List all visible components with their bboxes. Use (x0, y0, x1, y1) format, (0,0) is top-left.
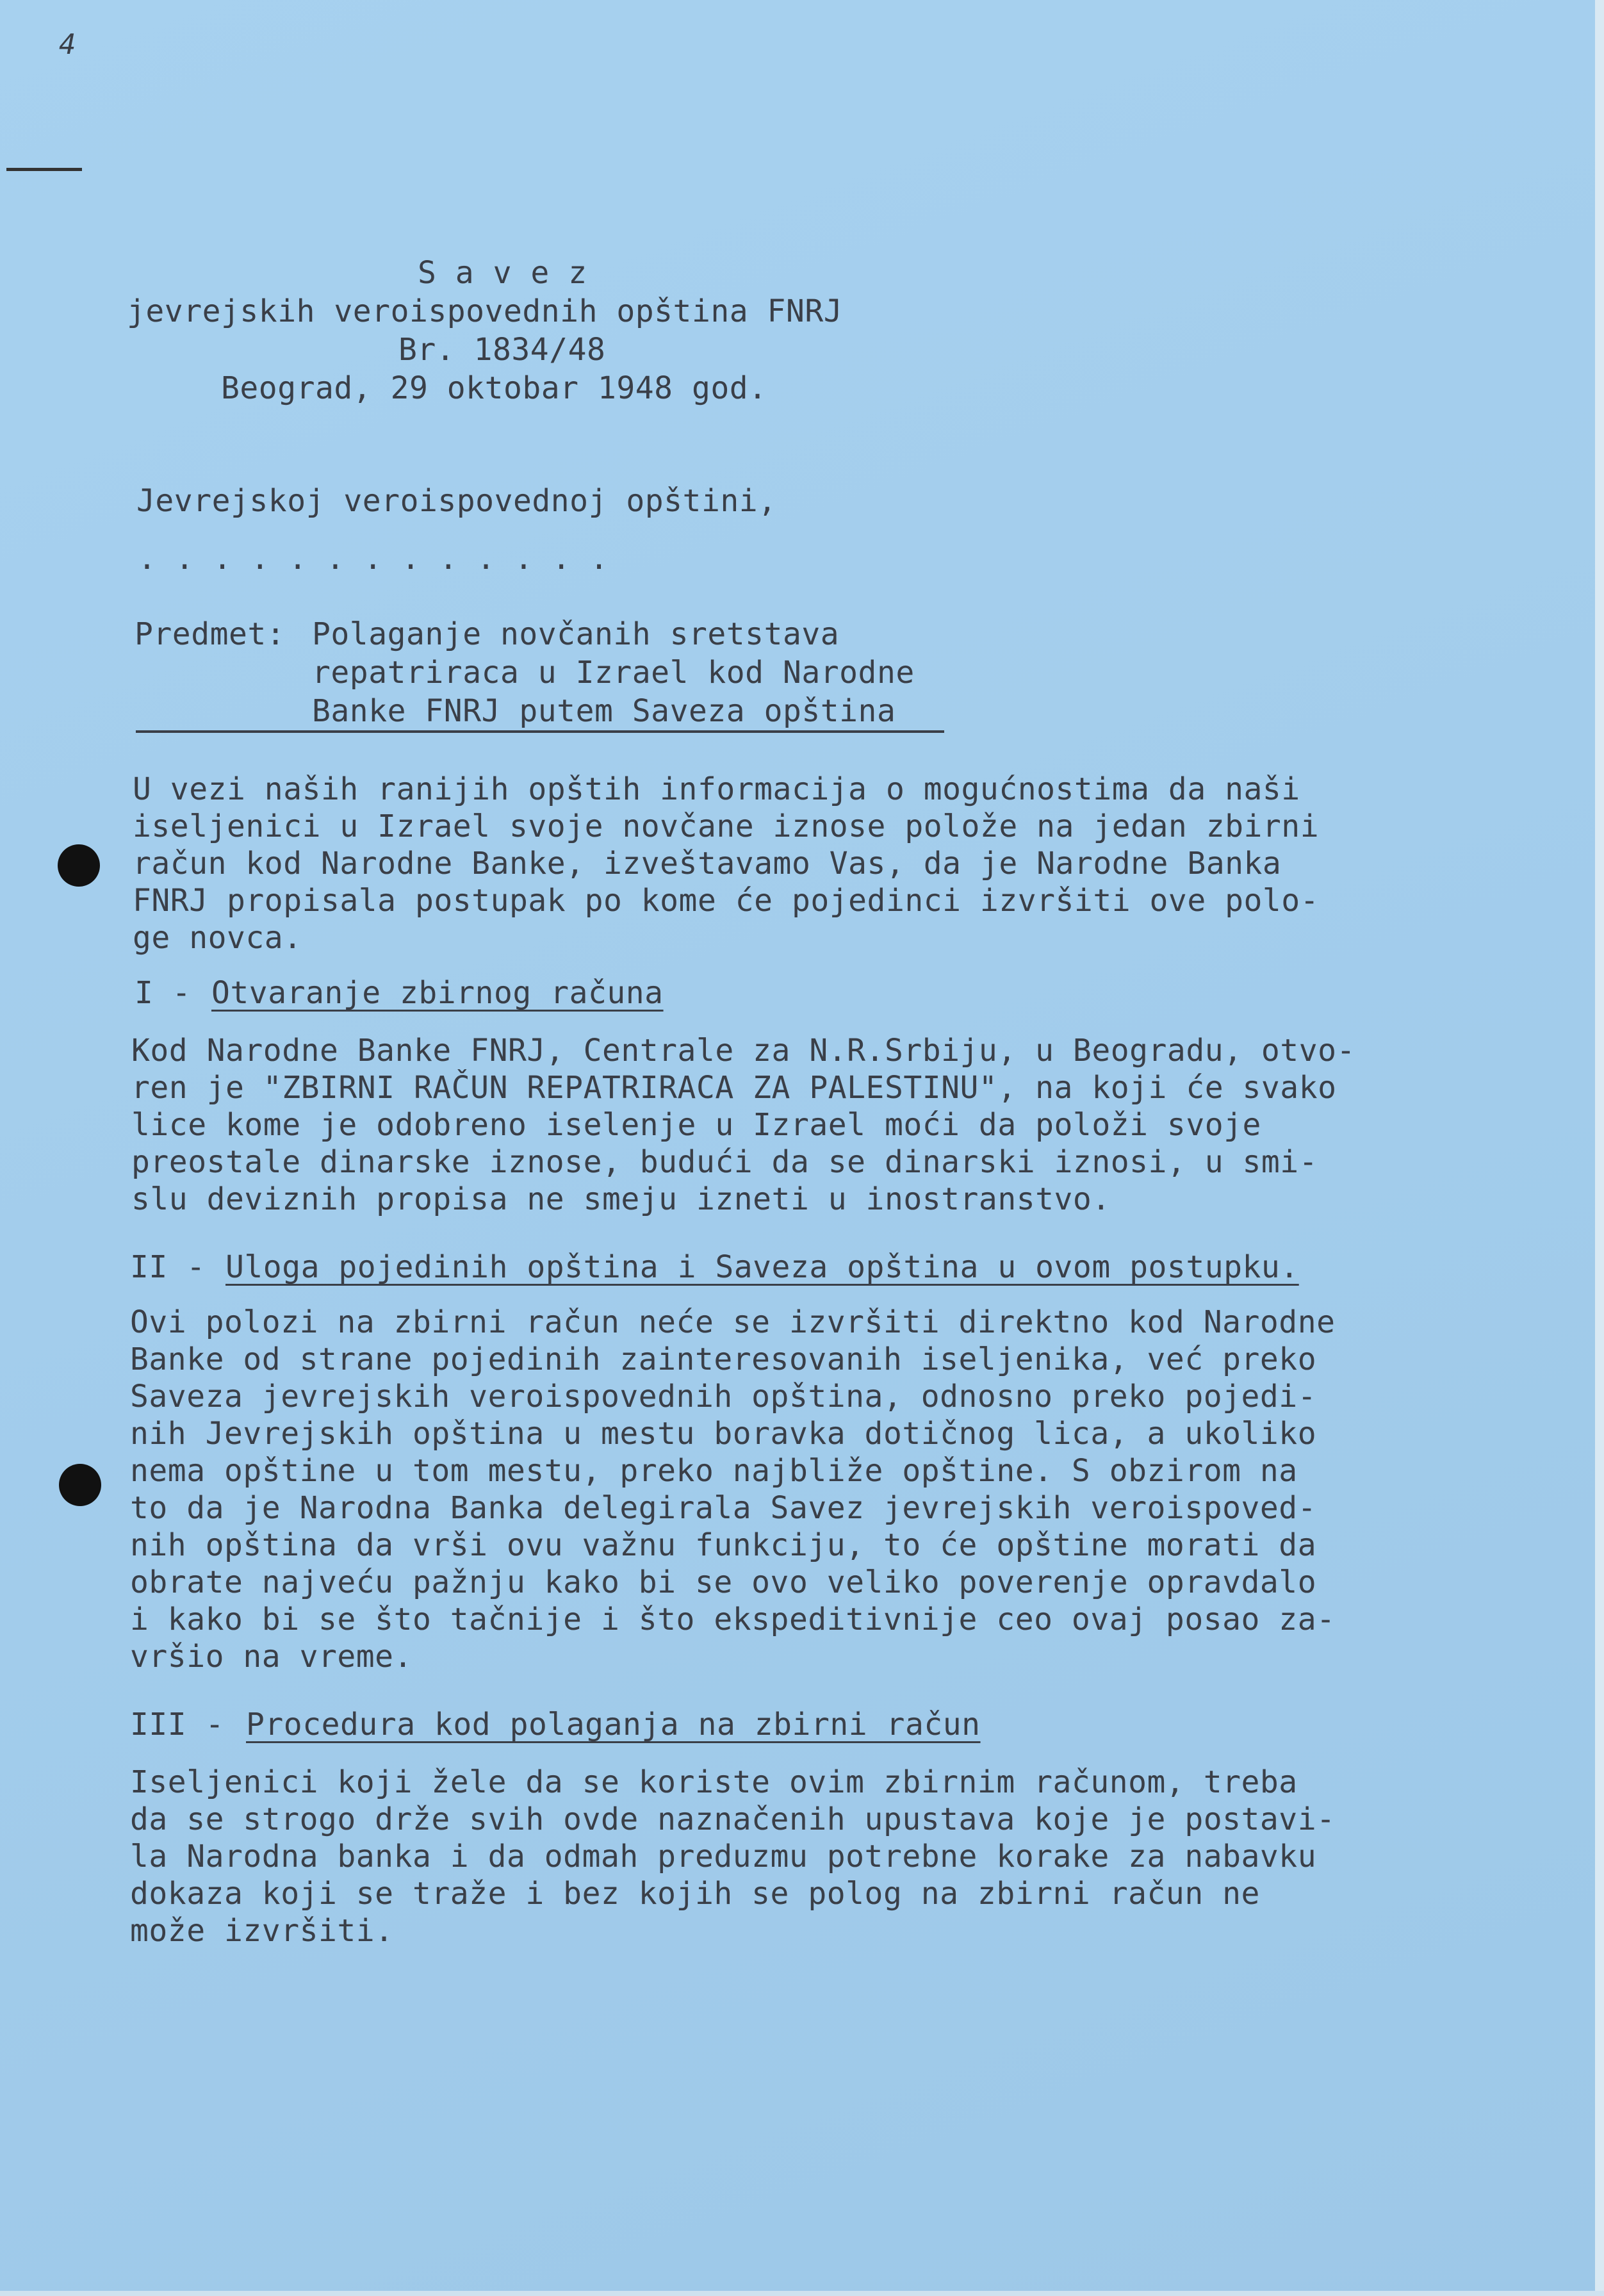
section2-line: vršio na vreme. (130, 1639, 413, 1675)
section3-line: la Narodna banka i da odmah preduzmu potrebne korake za nabavku (130, 1839, 1317, 1874)
section1-line: ren je "ZBIRNI RAČUN REPATRIRACA ZA PALESTINU", na koji će svako (131, 1070, 1337, 1106)
section2-line: i kako bi se što tačnije i što ekspeditivnije ceo ovaj posao za- (130, 1602, 1336, 1637)
section2-line: Saveza jevrejskih veroispovednih opština, odnosno preko pojedi- (130, 1379, 1317, 1414)
org-name-line2: jevrejskih veroispovednih opština FNRJ (127, 293, 843, 329)
page-edge-bottom (0, 2291, 1604, 2296)
subject-line3: Banke FNRJ putem Saveza opština (312, 693, 896, 729)
section1-line: preostale dinarske iznose, budući da se dinarski iznosi, u smi- (131, 1144, 1318, 1180)
subject-label: Predmet: (135, 616, 286, 652)
section2-line: nih opština da vrši ovu važnu funkciju, to će opštine morati da (130, 1527, 1317, 1563)
section1-line: lice kome je odobreno iselenje u Izrael moći da položi svoje (131, 1107, 1261, 1143)
page-marker: 4 (59, 28, 76, 61)
section2-line: Banke od strane pojedinih zainteresovanih iseljenika, već preko (130, 1341, 1317, 1377)
subject-line1: Polaganje novčanih sretstava (312, 616, 840, 652)
intro-line: U vezi naših ranijih opštih informacija o mogućnostima da naši (133, 771, 1300, 807)
section2-line: to da je Narodna Banka delegirala Savez jevrejskih veroispoved- (130, 1490, 1317, 1526)
place-and-date: Beograd, 29 oktobar 1948 god. (221, 370, 767, 406)
section2-line: Ovi polozi na zbirni račun neće se izvršiti direktno kod Narodne (130, 1304, 1336, 1340)
punch-hole (59, 1464, 101, 1506)
section2-line: obrate najveću pažnju kako bi se ovo veliko poverenje opravdalo (130, 1564, 1317, 1600)
section3-line: da se strogo drže svih ovde naznačenih upustava koje je postavi- (130, 1801, 1336, 1837)
section2-line: nih Jevrejskih opština u mestu boravka dotičnog lica, a ukoliko (130, 1416, 1317, 1452)
section3-number: III - (130, 1707, 243, 1742)
section3-line: Iseljenici koji žele da se koriste ovim zbirnim računom, treba (130, 1764, 1298, 1800)
reference-number: Br. 1834/48 (398, 332, 606, 368)
org-name-line1: S a v e z (418, 255, 587, 291)
subject-line2: repatriraca u Izrael kod Narodne (312, 655, 915, 691)
section1-number: I - (135, 975, 210, 1011)
section3-line: dokaza koji se traže i bez kojih se polog na zbirni račun ne (130, 1876, 1260, 1912)
addressee-dots: . . . . . . . . . . . . . (138, 541, 609, 577)
intro-line: FNRJ propisala postupak po kome će pojedinci izvršiti ove polo- (133, 883, 1320, 919)
section2-number: II - (130, 1249, 224, 1285)
subject-underline (136, 730, 944, 733)
section2-line: nema opštine u tom mestu, preko najbliže opštine. S obzirom na (130, 1453, 1298, 1489)
section3-line: može izvršiti. (130, 1913, 394, 1949)
section1-title: Otvaranje zbirnog računa (211, 975, 664, 1011)
addressee: Jevrejskoj veroispovednoj opštini, (136, 483, 777, 519)
page-edge (1595, 0, 1604, 2296)
section1-line: slu deviznih propisa ne smeju izneti u inostranstvo. (131, 1181, 1111, 1217)
punch-hole (58, 844, 100, 887)
section3-title: Procedura kod polaganja na zbirni račun (246, 1707, 981, 1742)
section2-title: Uloga pojedinih opština i Saveza opština u ovom postupku. (225, 1249, 1299, 1285)
intro-line: ge novca. (133, 920, 302, 956)
intro-line: iseljenici u Izrael svoje novčane iznose polože na jedan zbirni (133, 808, 1320, 844)
intro-line: račun kod Narodne Banke, izveštavamo Vas, da je Narodne Banka (133, 846, 1282, 882)
margin-mark (6, 168, 82, 171)
section1-line: Kod Narodne Banke FNRJ, Centrale za N.R.Srbiju, u Beogradu, otvo- (131, 1033, 1355, 1069)
